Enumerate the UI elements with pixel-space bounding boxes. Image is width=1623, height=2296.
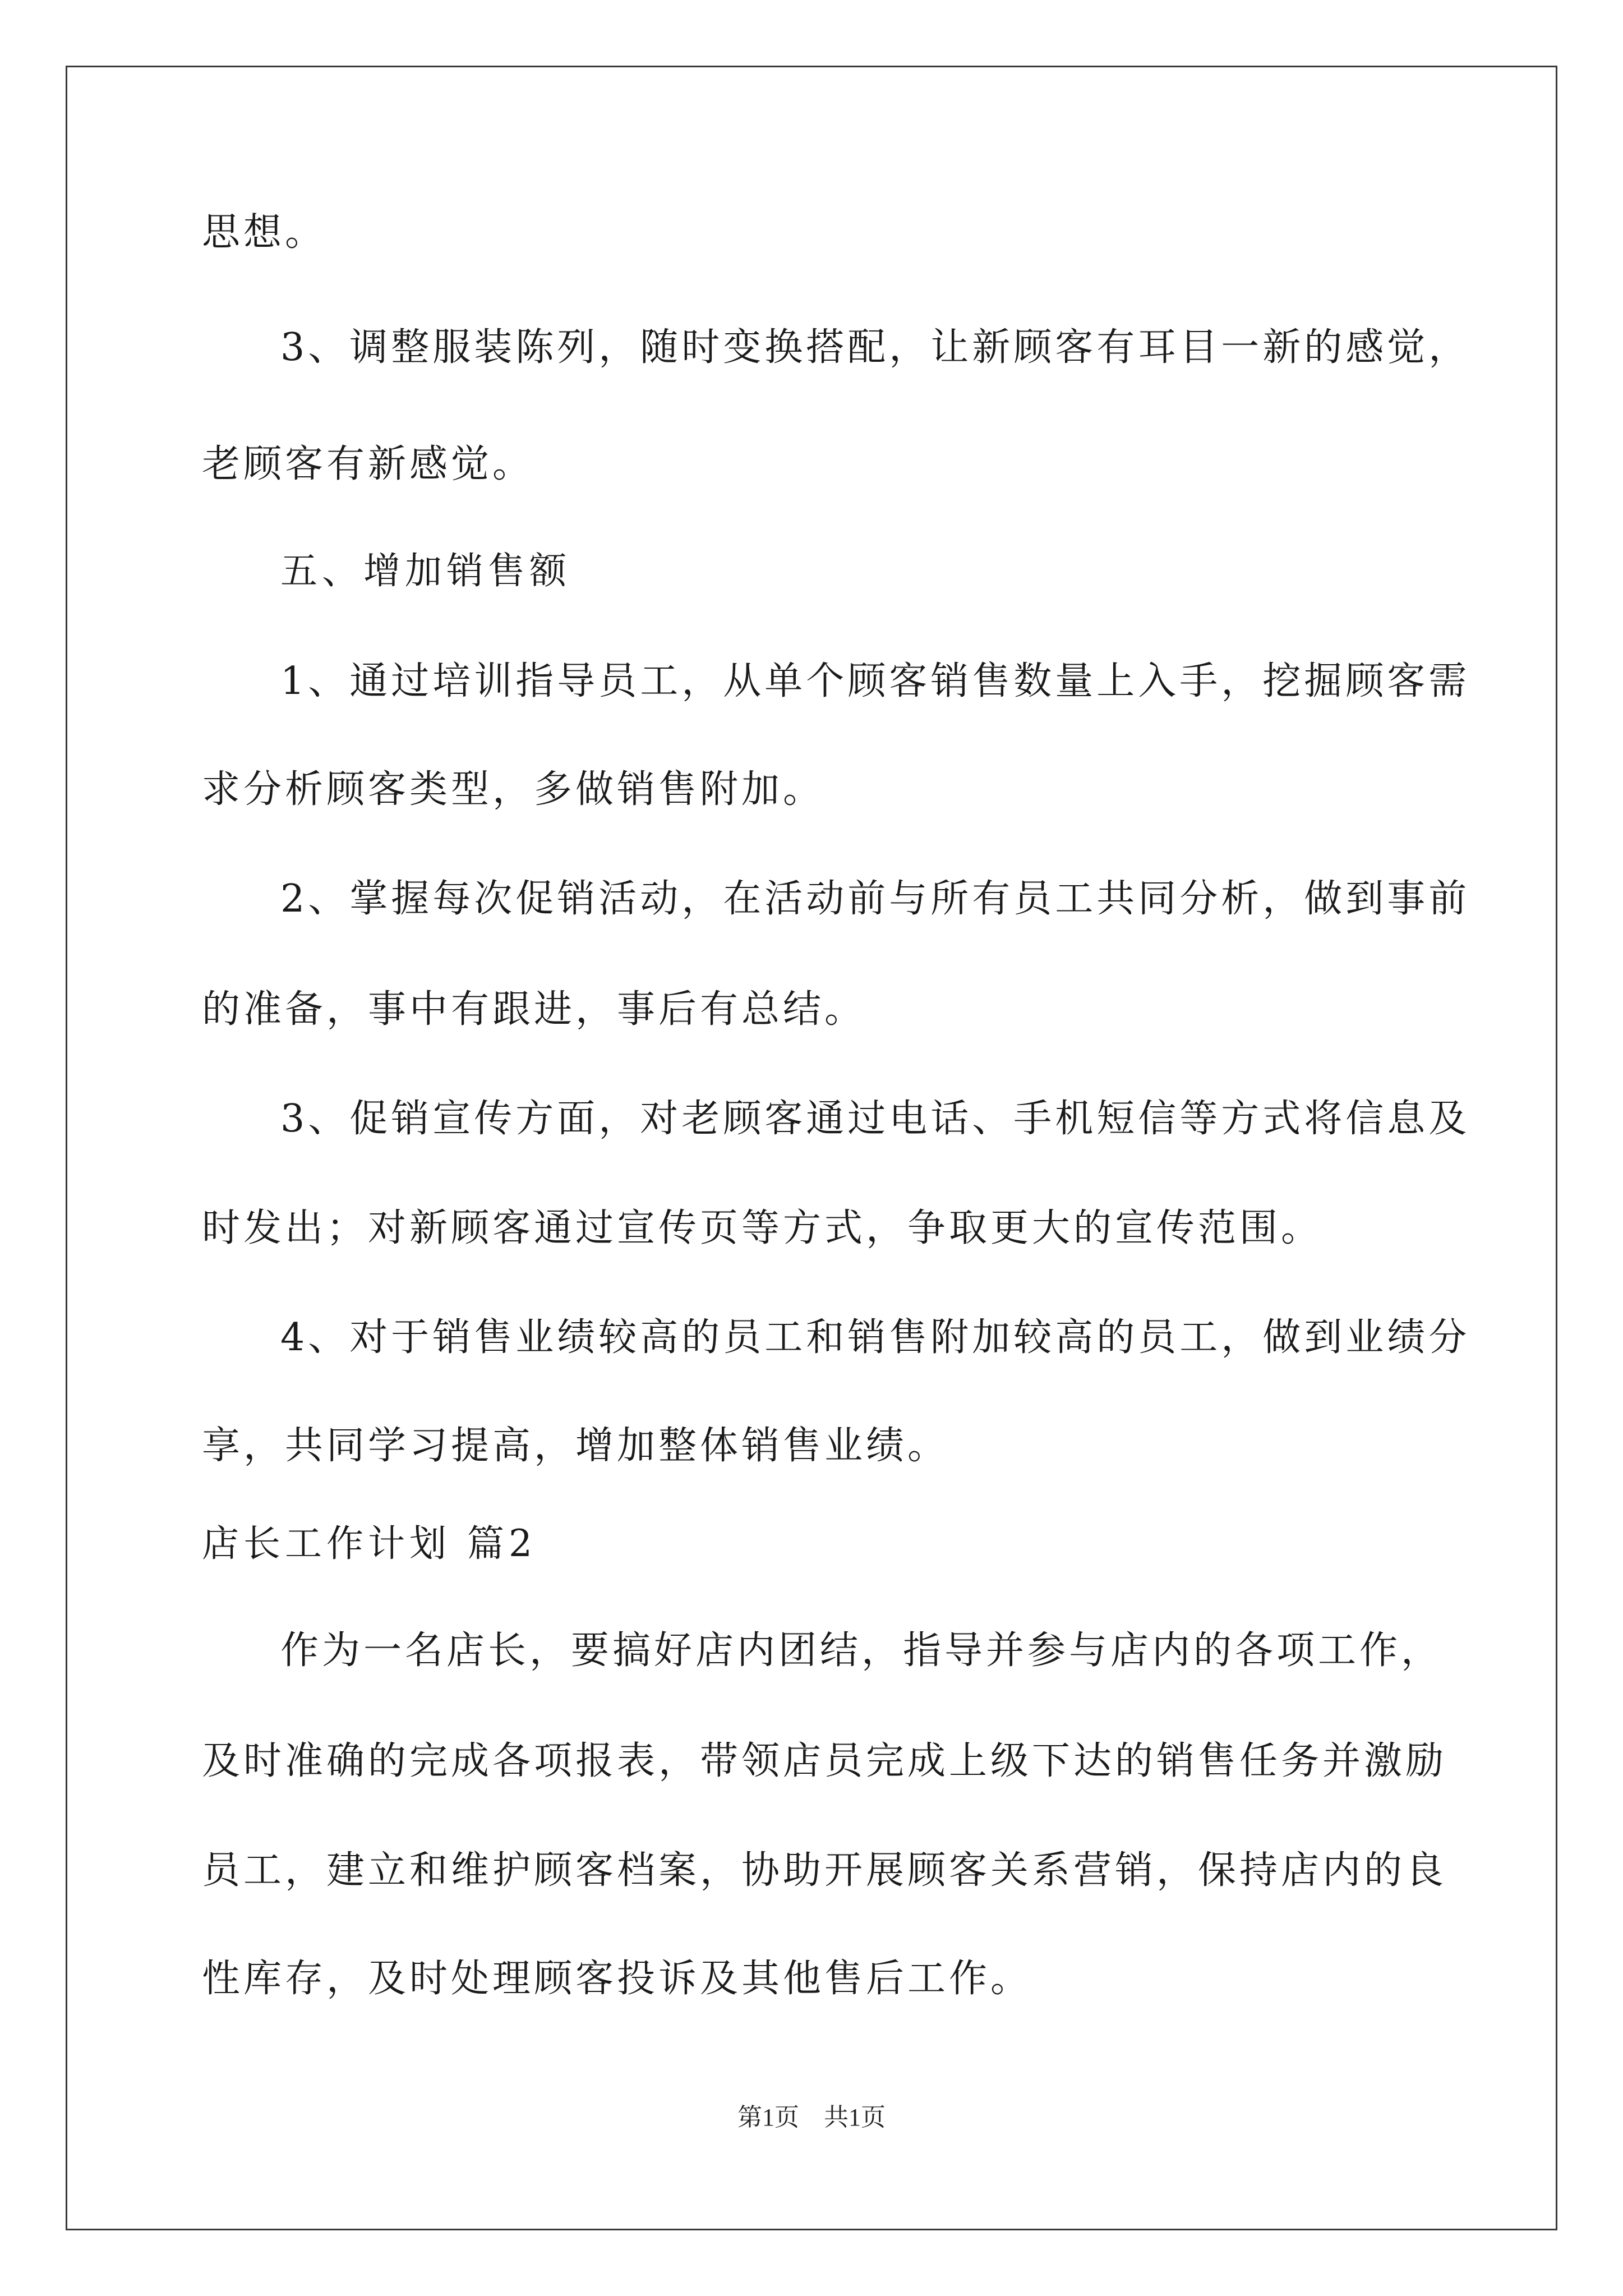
text-line: 及时准确的完成各项报表，带领店员完成上级下达的销售任务并激励 [202,1739,1447,1783]
text-line: 时发出；对新顾客通过宣传页等方式，争取更大的宣传范围。 [202,1206,1323,1250]
text-line: 求分析顾客类型，多做销售附加。 [202,767,825,812]
text-line: 性库存，及时处理顾客投诉及其他售后工作。 [202,1957,1032,2001]
text-line: 1、通过培训指导员工，从单个顾客销售数量上入手，挖掘顾客需 [280,659,1470,703]
text-line: 作为一名店长，要搞好店内团结，指导并参与店内的各项工作， [280,1628,1443,1673]
page-footer: 第1页 共1页 [737,2104,886,2131]
text-line: 老顾客有新感觉。 [202,442,534,486]
text-line: 3、调整服装陈列，随时变换搭配，让新顾客有耳目一新的感觉， [280,325,1470,370]
section-heading: 五、增加销售额 [280,549,571,592]
text-line: 的准备，事中有跟进，事后有总结。 [202,987,866,1032]
text-line: 2、掌握每次促销活动，在活动前与所有员工共同分析，做到事前 [280,877,1470,921]
page-border [66,66,1557,2230]
section-title: 店长工作计划 篇2 [202,1522,537,1565]
text-line: 3、促销宣传方面，对老顾客通过电话、手机短信等方式将信息及 [280,1097,1470,1141]
text-line: 4、对于销售业绩较高的员工和销售附加较高的员工，做到业绩分 [280,1315,1470,1360]
text-line: 员工，建立和维护顾客档案，协助开展顾客关系营销，保持店内的良 [202,1848,1447,1893]
text-line: 思想。 [202,210,327,255]
text-line: 享，共同学习提高，增加整体销售业绩。 [202,1424,949,1468]
